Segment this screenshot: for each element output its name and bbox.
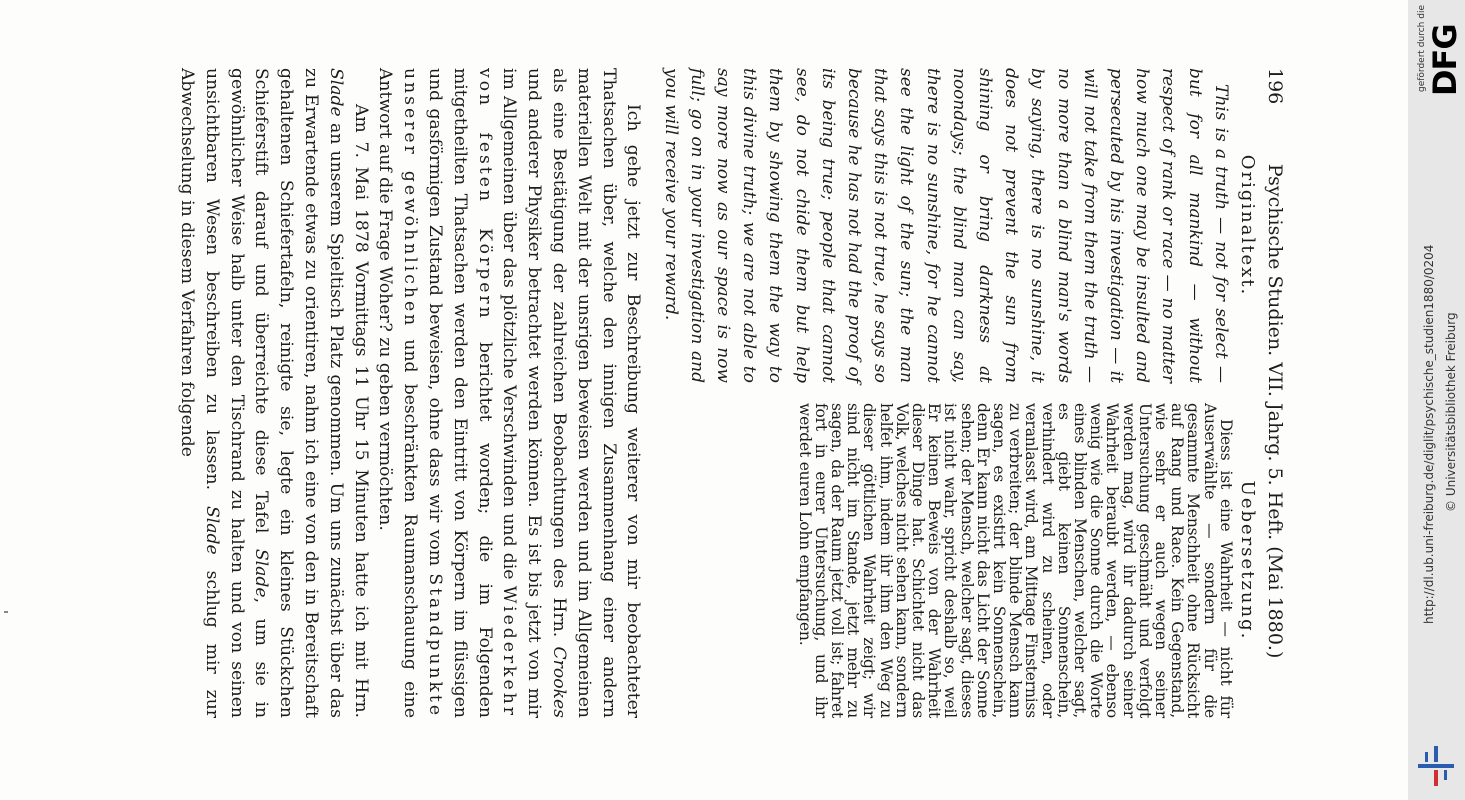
name-crookes: Crookes	[548, 646, 569, 718]
name-slade: Slade	[201, 506, 222, 555]
spaced-phrase: Standpunkte unserer gewöhnlichen	[400, 68, 445, 718]
original-text: This is a truth — not for select — but for all mankind — without respect of rank or race — no matter how much one may be insulted and persecuted by his investigation — it will not take from them the truth — no more than a blind man's words by saying, there is no sunshine, it does not prevent the sun from shining or bring darkness at noondays; the blind man can say, there is no sunshine, for he cannot see the light of the sun; the man that says this is not true, he says so because he has not had the proof of its being true; people that cannot see, do not chide them but help them by showing them the way to this divine truth; we are not able to say more now as our space is now full; go on in your investigation and you will receive your reward.	[660, 68, 1231, 383]
name-slade: Slade	[325, 68, 346, 117]
translation-heading: Uebersetzung.	[1237, 480, 1258, 641]
permalink-url[interactable]: http://dl.ub.uni-freiburg.de/diglit/psychische_studien1880/0204	[1422, 244, 1436, 624]
bilingual-columns	[657, 68, 1260, 718]
copyright-notice: © Universitätsbibliothek Freiburg	[1444, 312, 1458, 512]
book-page-content	[174, 68, 1290, 718]
translation-text: Diess ist eine Wahrheit — nicht für Auserwählte — sondern für die gesammte Menschheit ohne Rücksicht auf Rang und Race. Kein Gegenstand, wie sehr er auch wegen seiner Untersuchung geschmäht und verfolgt werden mag, wird ihr dadurch seiner Wahrheit beraubt werden, — ebenso wenig wie die Sonne durch die Worte eines blinden Menschen, welcher sagt, es giebt keinen Sonnenschein, verhindert wird zu scheinen, oder veranlasst wird, am Mittage Finsterniss zu verbreiten; der blinde Mensch kann sagen, es existirt kein Sonnenschein, denn Er kann nicht das Licht der Sonne sehen; der Mensch, welcher sagt, dieses ist nicht wahr, spricht deshalb so, weil Er keinen Beweis von der Wahrheit dieser Dinge hat. Schichtet nicht das Volk, welches nicht sehen kann, sondern helfet ihm, indem ihr ihm den Weg zu dieser göttlichen Wahrheit zeigt; wir sind nicht im Stande, jetzt mehr zu sagen, da der Raum jetzt voll ist; fahret fort in eurer Untersuchung, und ihr werdet euren Lohn empfangen.	[795, 403, 1235, 718]
page-number: 196	[1264, 68, 1286, 105]
spaced-phrase: Wiederkehr von festen Körpern	[474, 68, 520, 719]
name-slade: Slade	[251, 548, 272, 598]
original-heading: Originaltext.	[1237, 154, 1258, 297]
translation-column	[657, 403, 1260, 718]
running-head	[1260, 68, 1290, 718]
paragraph-1: Ich gehe jetzt zur Beschreibung weiterer von mir beobachteter Thatsachen über, welche den innigen Zusammenhang einer andern materiellen Welt mit der unsrigen beweisen werden und im Allgemeinen als eine Bestätigung der zahlreichen Beobachtungen des Hrn. Crookes und anderer Physiker betrachtet werden können. Es ist bis jetzt von mir im Allgemeinen über das plötzliche Verschwinden und die Wiederkehr von festen Körpern berichtet worden; die im Folgenden mitgetheilten Thatsachen werden den Eintritt von Körpern im flüssigen und gasförmigen Zustand beweisen, ohne dass wir vom Standpunkte unserer gewöhnlichen und beschränkten Raumanschauung eine Antwort auf die Frage Woher? zu geben vermöchten.	[375, 68, 644, 719]
original-column	[657, 68, 1260, 383]
dfg-logo[interactable]: DFG	[1426, 24, 1464, 96]
paragraph-2: Am 7. Mai 1878 Vormittags 11 Uhr 15 Minuten hatte ich mit Hrn. Slade an unserem Spieltisch Platz genommen. Um uns zunächst über das zu Erwartende etwas zu orientiren, nahm ich eine von den in Bereitschaft gehaltenen Schiefertafeln, reinigte sie, legte ein kleines Stückchen Schieferstift darauf und überreichte diese Tafel Slade, um sie in gewöhnlicher Weise halb unter den Tischrand zu halten und von seinen unsichtbaren Wesen beschreiben zu lassen. Slade schlug mir zur Abwechselung in diesem Verfahren folgende	[176, 68, 371, 719]
dfg-note: gefördert durch die	[1417, 5, 1427, 92]
body-text	[174, 68, 645, 718]
ub-freiburg-logo-icon[interactable]	[1414, 744, 1458, 788]
journal-title: Psychische Studien. VII. Jahrg. 5. Heft. (Mai 1880.)	[1264, 163, 1286, 659]
